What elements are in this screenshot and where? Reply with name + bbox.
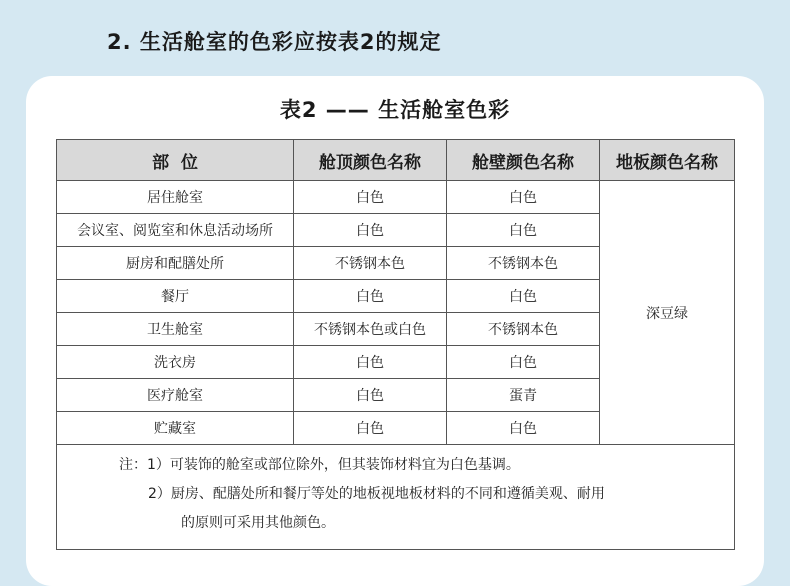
color-table (56, 139, 735, 550)
cell-floor: 深豆绿 (600, 181, 735, 445)
header-wall: 舱壁颜色名称 (447, 140, 600, 181)
cell-wall: 白色 (447, 181, 600, 214)
cell-location: 居住舱室 (57, 181, 294, 214)
cell-wall: 白色 (447, 280, 600, 313)
cell-wall: 白色 (447, 346, 600, 379)
cell-location: 洗衣房 (57, 346, 294, 379)
cell-location: 会议室、阅览室和休息活动场所 (57, 214, 294, 247)
header-location: 部 位 (57, 140, 294, 181)
header-ceiling: 舱顶颜色名称 (294, 140, 447, 181)
cell-location: 餐厅 (57, 280, 294, 313)
table-header-row (57, 140, 735, 181)
cell-ceiling: 白色 (294, 181, 447, 214)
cell-wall: 白色 (447, 412, 600, 445)
note-line-2: 2）厨房、配膳处所和餐厅等处的地板视地板材料的不同和遵循美观、耐用 (148, 486, 605, 502)
table-title: 表2 —— 生活舱室色彩 (279, 98, 511, 122)
section-heading: 2. 生活舱室的色彩应按表2的规定 (107, 30, 442, 54)
cell-ceiling: 白色 (294, 214, 447, 247)
cell-location: 厨房和配膳处所 (57, 247, 294, 280)
notes-row (57, 445, 735, 550)
notes-cell (57, 445, 735, 550)
cell-location: 贮藏室 (57, 412, 294, 445)
cell-ceiling: 白色 (294, 346, 447, 379)
cell-ceiling: 白色 (294, 412, 447, 445)
cell-wall: 蛋青 (447, 379, 600, 412)
note-line-1: 注：1）可装饰的舱室或部位除外，但其装饰材料宜为白色基调。 (119, 457, 520, 473)
cell-ceiling: 白色 (294, 379, 447, 412)
note-line-3: 的原则可采用其他颜色。 (181, 515, 335, 531)
cell-wall: 不锈钢本色 (447, 247, 600, 280)
cell-ceiling: 白色 (294, 280, 447, 313)
cell-ceiling: 不锈钢本色或白色 (294, 313, 447, 346)
cell-ceiling: 不锈钢本色 (294, 247, 447, 280)
cell-wall: 不锈钢本色 (447, 313, 600, 346)
cell-location: 卫生舱室 (57, 313, 294, 346)
table-row (57, 181, 735, 214)
cell-wall: 白色 (447, 214, 600, 247)
header-floor: 地板颜色名称 (600, 140, 735, 181)
cell-location: 医疗舱室 (57, 379, 294, 412)
